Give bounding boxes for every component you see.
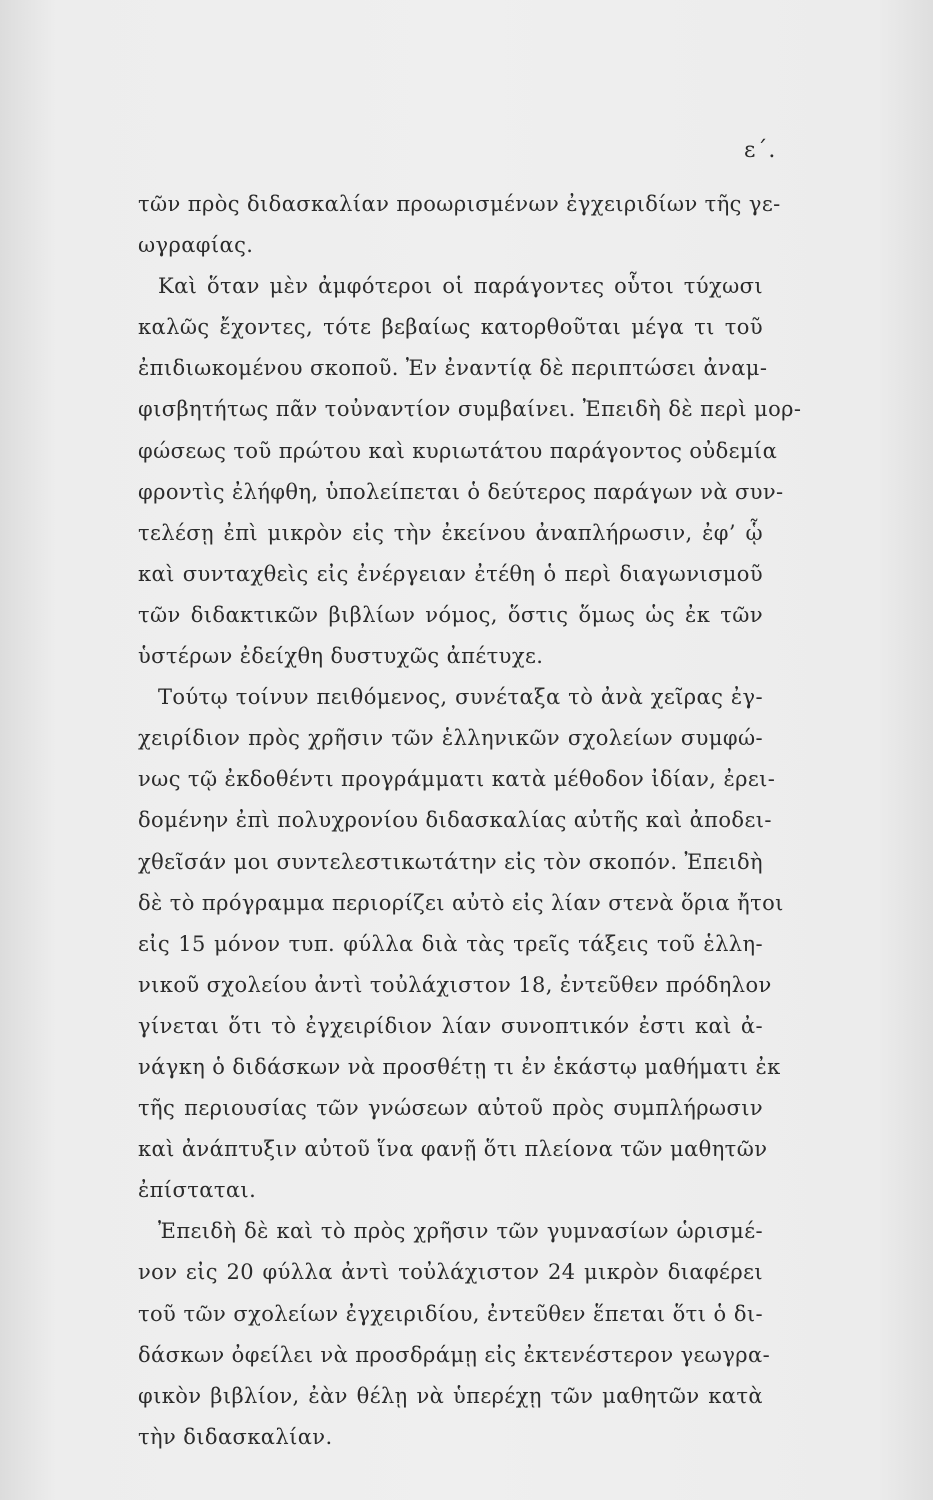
text-line: ἐπίσταται.	[138, 1178, 257, 1203]
text-line: Καὶ ὅταν μὲν ἀμφότεροι οἱ παράγοντες οὗτοι τύχωσι	[158, 274, 763, 299]
text-line: νικοῦ σχολείου ἀντὶ τοὐλάχιστον 18, ἐντεῦθεν πρόδηλον	[138, 972, 772, 997]
text-line: τὴν διδασκαλίαν.	[138, 1424, 333, 1449]
text-line: τῶν διδακτικῶν βιβλίων νόμος, ὅστις ὅμως ὡς ἐκ τῶν	[138, 602, 763, 627]
text-line: δομένην ἐπὶ πολυχρονίου διδασκαλίας αὐτῆς καὶ ἀποδει-	[138, 808, 772, 833]
text-line: φισβητήτως πᾶν τοὐναντίον συμβαίνει. Ἐπειδὴ δὲ περὶ μορ-	[138, 397, 802, 422]
text-line: νάγκη ὁ διδάσκων νὰ προσθέτῃ τι ἐν ἑκάστῳ μαθήματι ἐκ	[138, 1054, 781, 1079]
text-line: φικὸν βιβλίον, ἐὰν θέλῃ νὰ ὑπερέχῃ τῶν μαθητῶν κατὰ	[138, 1383, 763, 1408]
text-line: νον εἰς 20 φύλλα ἀντὶ τοὐλάχιστον 24 μικρὸν διαφέρει	[138, 1260, 763, 1285]
text-line: δάσκων ὀφείλει νὰ προσδράμῃ εἰς ἐκτενέστερον γεωγρα-	[138, 1342, 771, 1367]
text-line: εἰς 15 μόνον τυπ. φύλλα διὰ τὰς τρεῖς τάξεις τοῦ ἑλλη-	[138, 931, 763, 956]
text-line: Ἐπειδὴ δὲ καὶ τὸ πρὸς χρῆσιν τῶν γυμνασίων ὡρισμέ-	[158, 1219, 763, 1244]
page-number: ε΄.	[744, 138, 777, 163]
text-line: καὶ ἀνάπτυξιν αὐτοῦ ἵνα φανῇ ὅτι πλείονα τῶν μαθητῶν	[138, 1137, 768, 1162]
text-line: χειρίδιον πρὸς χρῆσιν τῶν ἑλληνικῶν σχολείων συμφώ-	[138, 726, 763, 751]
text-line: ἐπιδιωκομένου σκοποῦ. Ἐν ἐναντίᾳ δὲ περιπτώσει ἀναμ-	[138, 356, 768, 381]
text-line: τοῦ τῶν σχολείων ἐγχειριδίου, ἐντεῦθεν ἕπεται ὅτι ὁ δι-	[138, 1301, 763, 1326]
text-line: νως τῷ ἐκδοθέντι προγράμματι κατὰ μέθοδον ἰδίαν, ἐρει-	[138, 767, 776, 792]
body-text	[138, 184, 802, 1458]
text-line: γίνεται ὅτι τὸ ἐγχειρίδιον λίαν συνοπτικόν ἐστι καὶ ἀ-	[138, 1013, 763, 1038]
text-line: φώσεως τοῦ πρώτου καὶ κυριωτάτου παράγοντος οὐδεμία	[138, 438, 778, 463]
text-line: τῶν πρὸς διδασκαλίαν προωρισμένων ἐγχειριδίων τῆς γε-	[138, 192, 781, 216]
text-line: καλῶς ἔχοντες, τότε βεβαίως κατορθοῦται μέγα τι τοῦ	[138, 315, 763, 340]
text-line: ὑστέρων ἐδείχθη δυστυχῶς ἀπέτυχε.	[138, 644, 544, 669]
text-line: ωγραφίας.	[138, 233, 254, 258]
text-line: φροντὶς ἐλήφθη, ὑπολείπεται ὁ δεύτερος παράγων νὰ συν-	[138, 479, 784, 504]
text-line: χθεῖσάν μοι συντελεστικωτάτην εἰς τὸν σκοπόν. Ἐπειδὴ	[138, 849, 763, 874]
text-line: τῆς περιουσίας τῶν γνώσεων αὐτοῦ πρὸς συμπλήρωσιν	[138, 1096, 763, 1121]
text-line: τελέσῃ ἐπὶ μικρὸν εἰς τὴν ἐκείνου ἀναπλήρωσιν, ἐφ’ ᾧ	[138, 520, 763, 545]
text-line: Τούτῳ τοίνυν πειθόμενος, συνέταξα τὸ ἀνὰ χεῖρας ἐγ-	[158, 685, 763, 710]
text-line: δὲ τὸ πρόγραμμα περιορίζει αὐτὸ εἰς λίαν στενὰ ὅρια ἤτοι	[138, 890, 784, 915]
text-line: καὶ συνταχθεὶς εἰς ἐνέργειαν ἐτέθη ὁ περὶ διαγωνισμοῦ	[138, 561, 763, 586]
